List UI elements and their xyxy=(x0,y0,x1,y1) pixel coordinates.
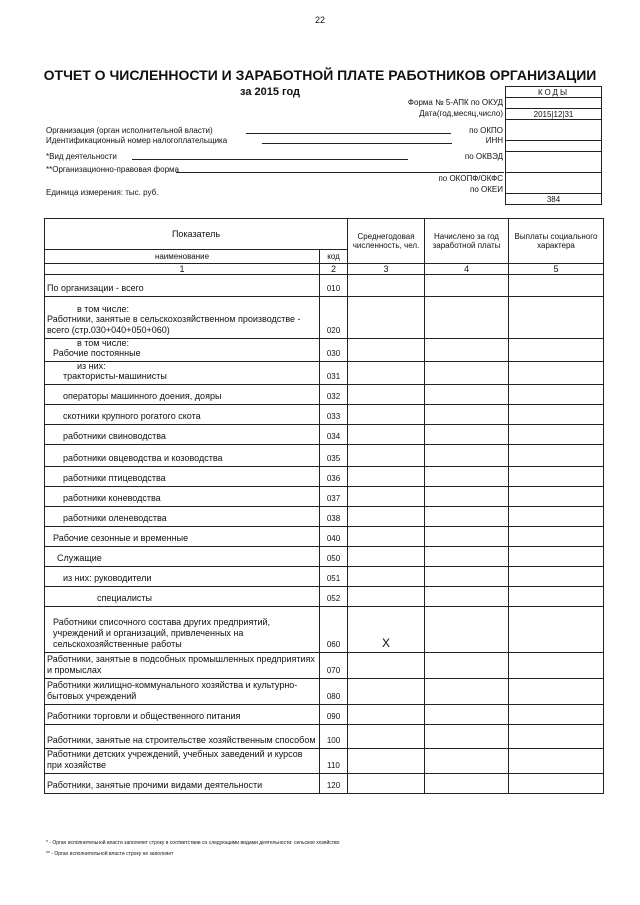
header-avg-count: Среднегодовая численность, чел. xyxy=(348,219,425,264)
cell-salary[interactable] xyxy=(425,275,509,297)
row-label xyxy=(45,607,320,653)
table-row xyxy=(45,385,604,405)
cell-avg: X xyxy=(348,607,425,653)
cell-social[interactable] xyxy=(509,297,604,339)
cell-salary[interactable] xyxy=(425,445,509,467)
cell-salary[interactable] xyxy=(425,774,509,794)
cell-salary[interactable] xyxy=(425,385,509,405)
cell-salary[interactable] xyxy=(425,607,509,653)
table-row xyxy=(45,362,604,385)
page-number: 22 xyxy=(314,15,325,25)
colnum-3: 3 xyxy=(348,264,425,275)
row-code: 060 xyxy=(320,607,348,653)
okei-code: 384 xyxy=(506,194,602,205)
cell-social[interactable] xyxy=(509,527,604,547)
cell-avg[interactable] xyxy=(348,405,425,425)
cell-salary[interactable] xyxy=(425,547,509,567)
okpo-code[interactable] xyxy=(506,120,602,141)
colnum-4: 4 xyxy=(425,264,509,275)
cell-avg[interactable] xyxy=(348,653,425,679)
cell-avg[interactable] xyxy=(348,445,425,467)
cell-avg[interactable] xyxy=(348,774,425,794)
cell-avg[interactable] xyxy=(348,297,425,339)
row-code: 038 xyxy=(320,507,348,527)
header-code: код xyxy=(320,250,348,264)
row-code: 080 xyxy=(320,679,348,705)
cell-salary[interactable] xyxy=(425,362,509,385)
codes-header: КОДЫ xyxy=(506,87,602,98)
cell-avg[interactable] xyxy=(348,339,425,362)
cell-avg[interactable] xyxy=(348,567,425,587)
cell-salary[interactable] xyxy=(425,749,509,774)
row-code: 037 xyxy=(320,487,348,507)
cell-social[interactable] xyxy=(509,362,604,385)
row-code: 032 xyxy=(320,385,348,405)
table-row xyxy=(45,487,604,507)
row-label-text: Работники, занятые прочими видами деятельности xyxy=(47,780,263,790)
codes-box xyxy=(505,86,602,205)
row-label xyxy=(45,425,320,445)
unit-label: Единица измерения: тыс. руб. xyxy=(46,188,159,197)
row-label-text: работники оленеводства xyxy=(63,513,167,523)
row-label xyxy=(45,339,320,362)
cell-social[interactable] xyxy=(509,653,604,679)
header-social: Выплаты социального характера xyxy=(509,219,604,264)
row-sublabel: в том числе: xyxy=(77,304,129,314)
cell-social[interactable] xyxy=(509,547,604,567)
table-row xyxy=(45,467,604,487)
cell-social[interactable] xyxy=(509,725,604,749)
table-row xyxy=(45,527,604,547)
row-label-text: трактористы-машинисты xyxy=(63,371,167,381)
report-table xyxy=(44,218,604,794)
row-label xyxy=(45,405,320,425)
row-label xyxy=(45,445,320,467)
inn-label: ИНН xyxy=(485,136,503,145)
cell-salary[interactable] xyxy=(425,587,509,607)
row-sublabel: в том числе: xyxy=(77,338,129,348)
legal-form-label: **Организационно-правовая форма xyxy=(46,165,179,174)
okved-code[interactable] xyxy=(506,152,602,173)
header-salary: Начислено за год заработной платы xyxy=(425,219,509,264)
table-row xyxy=(45,607,604,653)
row-code: 052 xyxy=(320,587,348,607)
row-label-text: операторы машинного доения, дояры xyxy=(63,391,222,401)
row-sublabel: из них: xyxy=(77,361,106,371)
row-code: 051 xyxy=(320,567,348,587)
row-label xyxy=(45,774,320,794)
row-label-text: Работники, занятые на строительстве хозяйственным способом xyxy=(47,735,316,745)
row-label xyxy=(45,507,320,527)
row-code: 035 xyxy=(320,445,348,467)
row-label-text: Служащие xyxy=(57,553,102,563)
footnote-1: * - Орган исполнительной власти заполняет строку в соответствии со следующими видами деятельности: сельское хозяйство xyxy=(46,840,340,846)
okopf-code[interactable] xyxy=(506,173,602,194)
cell-social[interactable] xyxy=(509,507,604,527)
row-code: 010 xyxy=(320,275,348,297)
report-title: ОТЧЕТ О ЧИСЛЕННОСТИ И ЗАРАБОТНОЙ ПЛАТЕ РАБОТНИКОВ ОРГАНИЗАЦИИ xyxy=(43,67,597,83)
okud-code[interactable] xyxy=(506,98,602,109)
row-label xyxy=(45,467,320,487)
row-label xyxy=(45,679,320,705)
row-label-text: Работники торговли и общественного питания xyxy=(47,711,241,721)
cell-avg[interactable] xyxy=(348,725,425,749)
table-row xyxy=(45,405,604,425)
row-code: 120 xyxy=(320,774,348,794)
row-label xyxy=(45,487,320,507)
row-label xyxy=(45,725,320,749)
column-numbers xyxy=(45,264,604,275)
legal-form-line[interactable] xyxy=(176,172,504,173)
cell-social[interactable] xyxy=(509,467,604,487)
header-name: наименование xyxy=(45,250,320,264)
table-row xyxy=(45,653,604,679)
table-body xyxy=(45,275,604,794)
row-code: 033 xyxy=(320,405,348,425)
okpo-label: по ОКПО xyxy=(469,126,503,135)
cell-salary[interactable] xyxy=(425,487,509,507)
cell-salary[interactable] xyxy=(425,653,509,679)
cell-social[interactable] xyxy=(509,405,604,425)
row-label-text: работники птицеводства xyxy=(63,473,166,483)
okei-label: по ОКЕИ xyxy=(470,185,503,194)
table-row xyxy=(45,445,604,467)
row-label-text: Работники, занятые в подсобных промышленных предприятиях и промыслах xyxy=(47,654,315,675)
row-label xyxy=(45,362,320,385)
row-code: 090 xyxy=(320,705,348,725)
row-code: 030 xyxy=(320,339,348,362)
row-label-text: Работники списочного состава других предприятий, учреждений и организаций, привлеченных на сельскохозяйственные работы xyxy=(53,617,271,649)
row-label-text: скотники крупного рогатого скота xyxy=(63,411,201,421)
footnote-2: ** - Орган исполнительной власти строку не заполняет xyxy=(46,851,174,857)
cell-avg[interactable] xyxy=(348,425,425,445)
row-code: 100 xyxy=(320,725,348,749)
row-label xyxy=(45,567,320,587)
date-code[interactable]: 2015|12|31 xyxy=(506,109,602,120)
colnum-1: 1 xyxy=(45,264,320,275)
cell-avg[interactable] xyxy=(348,385,425,405)
date-label: Дата(год,месяц,число) xyxy=(419,109,503,118)
okved-label: по ОКВЭД xyxy=(464,152,503,161)
cell-avg[interactable] xyxy=(348,362,425,385)
taxpayer-line[interactable] xyxy=(262,143,452,144)
row-code: 110 xyxy=(320,749,348,774)
table-row xyxy=(45,725,604,749)
row-code: 070 xyxy=(320,653,348,679)
row-label-text: Работники жилищно-коммунального хозяйства и культурно-бытовых учреждений xyxy=(47,680,298,701)
cell-avg[interactable] xyxy=(348,749,425,774)
cell-social[interactable] xyxy=(509,749,604,774)
row-label-text: Работники детских учреждений, учебных заведений и курсов при хозяйстве xyxy=(47,749,303,770)
report-period: за 2015 год xyxy=(240,86,301,98)
table-row xyxy=(45,587,604,607)
taxpayer-label: Идентификационный номер налогоплательщика xyxy=(46,136,228,145)
row-label-text: работники свиноводства xyxy=(63,431,166,441)
row-label-text: По организации - всего xyxy=(47,283,144,293)
row-label xyxy=(45,705,320,725)
table-row xyxy=(45,705,604,725)
row-label-text: Рабочие сезонные и временные xyxy=(53,533,189,543)
cell-social[interactable] xyxy=(509,339,604,362)
inn-code[interactable] xyxy=(506,141,602,152)
row-code: 020 xyxy=(320,297,348,339)
cell-salary[interactable] xyxy=(425,527,509,547)
cell-salary[interactable] xyxy=(425,705,509,725)
row-label xyxy=(45,587,320,607)
organization-label: Организация (орган исполнительной власти) xyxy=(46,126,213,135)
cell-salary[interactable] xyxy=(425,425,509,445)
row-label-text: работники коневодства xyxy=(63,493,161,503)
cell-avg[interactable] xyxy=(348,487,425,507)
organization-line[interactable] xyxy=(246,133,451,134)
cell-social[interactable] xyxy=(509,445,604,467)
activity-line[interactable] xyxy=(132,159,408,160)
row-label-text: Работники, занятые в сельскохозяйственном производстве - всего (стр.030+040+050+060) xyxy=(47,314,301,335)
cell-avg[interactable] xyxy=(348,587,425,607)
cell-avg[interactable] xyxy=(348,275,425,297)
row-label xyxy=(45,749,320,774)
cell-social[interactable] xyxy=(509,487,604,507)
row-code: 040 xyxy=(320,527,348,547)
cell-avg[interactable] xyxy=(348,507,425,527)
cell-social[interactable] xyxy=(509,425,604,445)
cell-salary[interactable] xyxy=(425,679,509,705)
activity-label: *Вид деятельности xyxy=(46,152,117,161)
cell-social[interactable] xyxy=(509,587,604,607)
cell-social[interactable] xyxy=(509,679,604,705)
table-row xyxy=(45,547,604,567)
row-code: 050 xyxy=(320,547,348,567)
table-row xyxy=(45,507,604,527)
row-label xyxy=(45,527,320,547)
colnum-5: 5 xyxy=(509,264,604,275)
cell-salary[interactable] xyxy=(425,725,509,749)
table-row xyxy=(45,567,604,587)
cell-salary[interactable] xyxy=(425,405,509,425)
cell-social[interactable] xyxy=(509,567,604,587)
cell-avg[interactable] xyxy=(348,679,425,705)
row-label xyxy=(45,385,320,405)
cell-social[interactable] xyxy=(509,705,604,725)
cell-social[interactable] xyxy=(509,774,604,794)
row-label-text: из них: руководители xyxy=(63,573,152,583)
cell-salary[interactable] xyxy=(425,507,509,527)
row-label xyxy=(45,275,320,297)
cell-social[interactable] xyxy=(509,607,604,653)
row-label-text: Рабочие постоянные xyxy=(53,348,141,358)
table-row xyxy=(45,679,604,705)
table-row xyxy=(45,425,604,445)
table-row xyxy=(45,297,604,339)
table-row xyxy=(45,275,604,297)
okopf-label: по ОКОПФ/ОКФС xyxy=(438,174,503,183)
row-label xyxy=(45,653,320,679)
table-row xyxy=(45,774,604,794)
row-label xyxy=(45,547,320,567)
row-label-text: специалисты xyxy=(97,593,152,603)
cell-avg[interactable] xyxy=(348,705,425,725)
header-indicator: Показатель xyxy=(45,219,348,250)
colnum-2: 2 xyxy=(320,264,348,275)
row-code: 034 xyxy=(320,425,348,445)
cell-salary[interactable] xyxy=(425,567,509,587)
table-row xyxy=(45,749,604,774)
cell-salary[interactable] xyxy=(425,339,509,362)
row-label-text: работники овцеводства и козоводства xyxy=(63,453,223,463)
cell-avg[interactable] xyxy=(348,547,425,567)
row-label xyxy=(45,297,320,339)
cell-salary[interactable] xyxy=(425,467,509,487)
cell-avg[interactable] xyxy=(348,527,425,547)
form-label: Форма № 5-АПК по ОКУД xyxy=(407,98,503,107)
table-row xyxy=(45,339,604,362)
cell-salary[interactable] xyxy=(425,297,509,339)
cell-social[interactable] xyxy=(509,275,604,297)
cell-avg[interactable] xyxy=(348,467,425,487)
row-code: 031 xyxy=(320,362,348,385)
row-code: 036 xyxy=(320,467,348,487)
cell-social[interactable] xyxy=(509,385,604,405)
